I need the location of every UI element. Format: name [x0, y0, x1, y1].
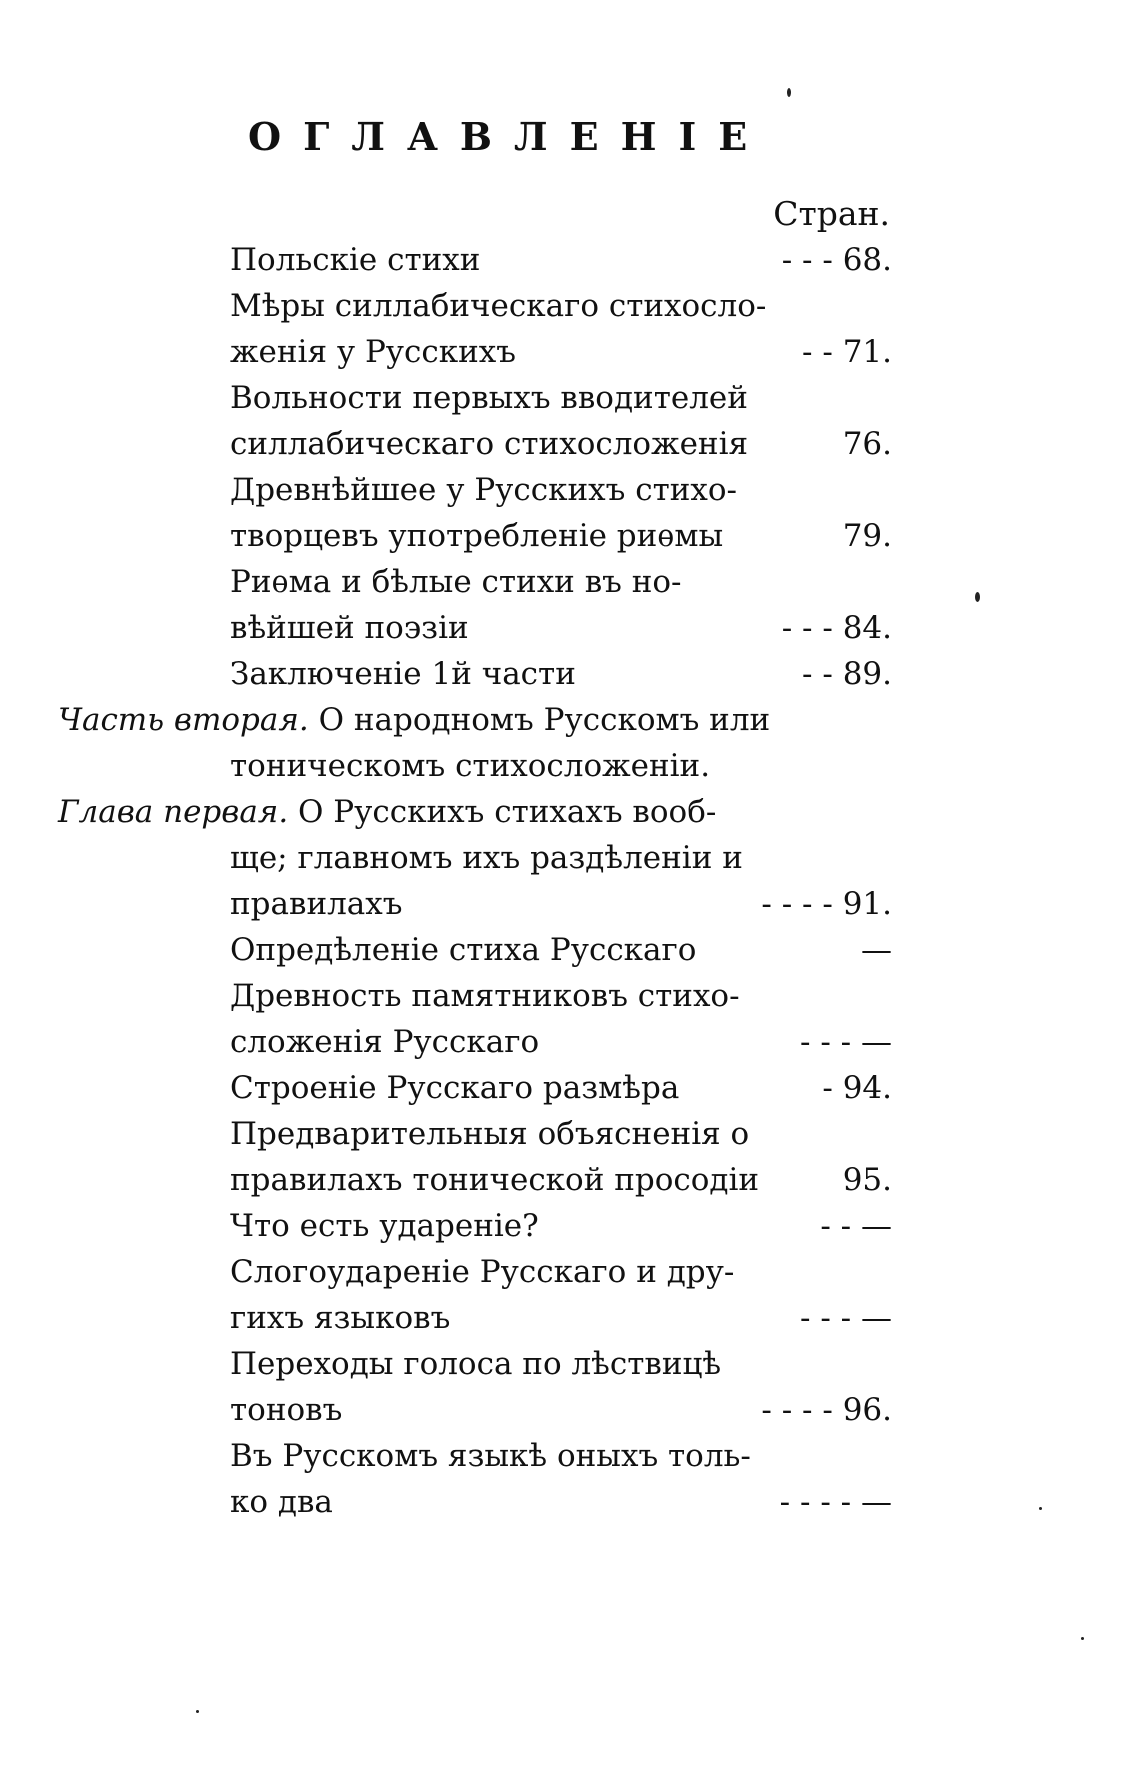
toc-entry-text: ко два — [230, 1484, 333, 1520]
toc-line — [230, 1019, 892, 1065]
toc-line — [230, 1111, 892, 1157]
toc-entry-text: Древнѣйшее у Русскихъ стихо- — [230, 472, 738, 508]
toc-page-number: - - — — [820, 1208, 892, 1244]
toc-page-number: 76. — [842, 426, 892, 462]
toc-line — [230, 973, 892, 1019]
toc-entry-text: гихъ языковъ — [230, 1300, 451, 1336]
ink-speck — [1039, 1507, 1042, 1510]
toc-page-number: - - - - — — [779, 1484, 892, 1520]
toc-entry-text: Вольности первыхъ вводителей — [230, 380, 748, 416]
toc-entry-text: тоновъ — [230, 1392, 343, 1428]
toc-line — [58, 789, 892, 835]
toc-entry-text: вѣйшей поэзіи — [230, 610, 469, 646]
toc-page-number: - - - — — [800, 1300, 892, 1336]
toc-entry-text: тоническомъ стихосложеніи. — [230, 748, 711, 784]
toc-line — [230, 467, 892, 513]
toc-line — [230, 421, 892, 467]
toc-page-number: - - 89. — [802, 656, 892, 692]
toc-entry-text: сложенія Русскаго — [230, 1024, 540, 1060]
toc-line — [230, 1065, 892, 1111]
toc-entry-text: Опредѣленіе стиха Русскаго — [230, 932, 697, 968]
toc-page-number: — — [861, 932, 892, 968]
toc-part-label: Часть вторая. — [58, 702, 309, 738]
ink-speck — [975, 592, 980, 602]
toc-entry-text: Въ Русскомъ языкѣ оныхъ толь- — [230, 1438, 751, 1474]
toc-entry-text: ще; главномъ ихъ раздѣленіи и — [230, 840, 743, 876]
toc-page-number: 79. — [842, 518, 892, 554]
toc-line — [58, 697, 892, 743]
toc-entry-text: Что есть удареніе? — [230, 1208, 539, 1244]
toc-entry-text: Древность памятниковъ стихо- — [230, 978, 740, 1014]
toc-line — [230, 1341, 892, 1387]
toc-entry-text: силлабическаго стихосложенія — [230, 426, 749, 462]
toc-entry-text: Заключеніе 1й части — [230, 656, 576, 692]
toc-line — [230, 1479, 892, 1525]
column-header: Стран. — [773, 194, 890, 233]
toc-entry-text: правилахъ — [230, 886, 403, 922]
toc-line — [230, 559, 892, 605]
toc-line — [230, 1295, 892, 1341]
ink-speck — [1081, 1637, 1084, 1640]
toc-line — [230, 881, 892, 927]
toc-line — [230, 927, 892, 973]
toc-page-number: - - - — — [800, 1024, 892, 1060]
toc-entry-text: творцевъ употребленіе риѳмы — [230, 518, 724, 554]
toc-line — [230, 743, 892, 789]
toc-line — [230, 237, 892, 283]
page-heading: ОГЛАВЛЕНІЕ — [248, 114, 770, 159]
toc-page-number: 95. — [842, 1162, 892, 1198]
toc-part-label: Глава первая. — [58, 794, 289, 830]
toc-line — [230, 375, 892, 421]
toc-line — [230, 1249, 892, 1295]
toc-page-number: - - - 84. — [781, 610, 892, 646]
toc-entry-text: О народномъ Русскомъ или — [308, 702, 771, 738]
toc-page-number: - 94. — [822, 1070, 892, 1106]
ink-speck — [196, 1710, 199, 1713]
toc-line — [230, 283, 892, 329]
toc-line — [230, 835, 892, 881]
toc-line — [230, 651, 892, 697]
toc-line — [230, 1203, 892, 1249]
toc-line — [230, 513, 892, 559]
toc-line — [230, 329, 892, 375]
toc-line — [230, 1433, 892, 1479]
toc-entry-text: женія у Русскихъ — [230, 334, 517, 370]
toc-entry-text: правилахъ тонической просодіи — [230, 1162, 760, 1198]
toc-page-number: - - - - 91. — [761, 886, 892, 922]
toc-entry-text: Риѳма и бѣлые стихи въ но- — [230, 564, 682, 600]
toc-line — [230, 605, 892, 651]
toc-line — [230, 1157, 892, 1203]
toc-entry-text: Переходы голоса по лѣствицѣ — [230, 1346, 722, 1382]
toc-line — [230, 1387, 892, 1433]
toc-entry-text: Мѣры силлабическаго стихосло- — [230, 288, 767, 324]
toc-entry-text: Польскіе стихи — [230, 242, 481, 278]
toc-page-number: - - 71. — [802, 334, 892, 370]
toc-entry-text: Слогоудареніе Русскаго и дру- — [230, 1254, 735, 1290]
toc-page-number: - - - - 96. — [761, 1392, 892, 1428]
toc-page-number: - - - 68. — [781, 242, 892, 278]
toc-entry-text: Строеніе Русскаго размѣра — [230, 1070, 680, 1106]
toc-entry-text: О Русскихъ стихахъ вооб- — [288, 794, 717, 830]
ink-speck — [787, 88, 791, 97]
toc-entry-text: Предварительныя объясненія о — [230, 1116, 750, 1152]
